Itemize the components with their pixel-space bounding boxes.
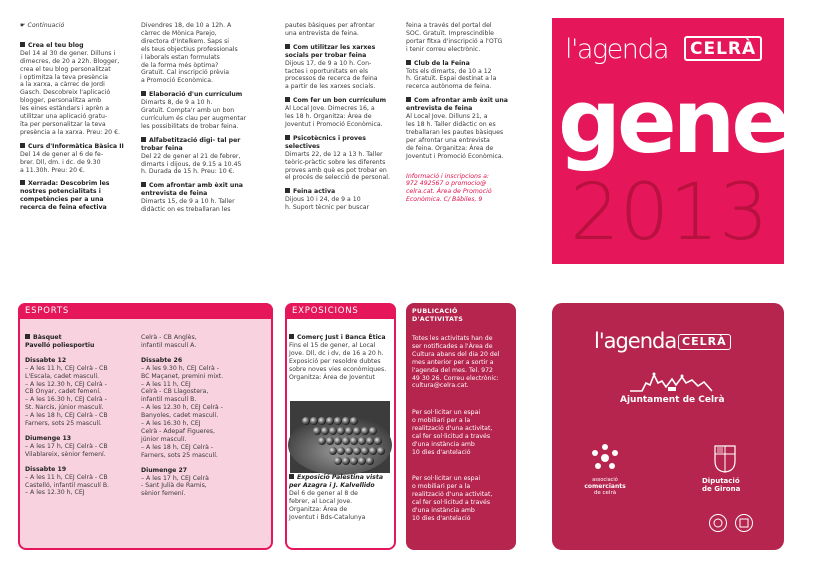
- sport-name: Bàsquet: [25, 334, 140, 342]
- associacio-line-3: de celrà: [593, 490, 617, 496]
- event-title: Psicotècnics i proves selectives: [285, 134, 366, 150]
- esports-header: [18, 303, 273, 319]
- event-title: Xerrada: Descobrim les nostres potencialitats i competències per a una recerca de feina efectiva: [20, 180, 110, 212]
- publicacio-text-3: Per sol·licitar un espai o mobiliari per a la realització d'una activitat, cal fer sol·licitud a través d'una instància amb 10 dies d'antelació: [412, 475, 493, 522]
- back-agenda-title: l'agenda: [594, 329, 677, 353]
- event-body: Dimarts 8, de 9 a 10 h. Gratuït. Compta'r amb un bon currículum és clau per augmentar les possibilitats de trobar feina.: [141, 99, 247, 130]
- continuation-label: ☛ Continuació: [20, 22, 65, 29]
- esports-right-days: [141, 334, 266, 498]
- bullet-square-icon: [20, 180, 25, 185]
- match-list: – A les 9.30 h, CEJ Celrà - BC Maçanet, premini mixt. – A les 11 h, CEJ Celrà - CB Llagostera, infantil masculí B. – A les 12.30 h, CEJ Celrà - Banyoles, cadet masculí. – A les 16.30 h, CEJ Celrà - Adepaf Figueres, júnior masculí. – A les 18 h, CEJ Celrà - Farners, sots 25 masculí.: [141, 364, 224, 459]
- event-body: Del 14 de gener al 6 de fe- brer. Dll, dm. i dc. de 9.30 a 11.30h. Preu: 20 €.: [20, 150, 104, 174]
- cover-panel: [552, 18, 826, 264]
- column-1: [20, 22, 130, 212]
- event-body: Dijous 10 i 24, de 9 a 10 h. Suport tècnic per buscar: [285, 196, 370, 212]
- event-title: Crea el teu blog: [20, 42, 130, 50]
- exposicions-header: [285, 303, 396, 319]
- ajuntament-skyline-icon: [628, 369, 714, 395]
- match-list: – A les 11 h, CEJ Celrà - CB Castelló, infantil masculí B. – A les 12.30 h, CEJ: [25, 473, 110, 497]
- expo-1-body: Fins el 15 de gener, al Local Jove. Dll, dc i dv, de 16 a 20 h. Exposició per resoldre dubtes sobre noves vies econòmiques. Organitza: Àrea de Joventut: [289, 341, 387, 381]
- event-body: Al Local Jove. Dimecres 16, a les 18 h. Organitza: Àrea de Joventut i Promoció Econòmica.: [285, 105, 383, 128]
- match-day: Diumenge 27: [141, 466, 188, 474]
- bullet-square-icon: [141, 91, 146, 96]
- cover-year: 2013: [570, 168, 769, 258]
- stamp-icon: [734, 513, 754, 533]
- associacio-line-1: associació: [592, 477, 618, 483]
- bullet-square-icon: [285, 44, 290, 49]
- exposicions-title: EXPOSICIONS: [292, 306, 359, 316]
- column-3-events: [285, 22, 395, 212]
- event-title: Alfabetització digi- tal per trobar feina: [141, 136, 241, 152]
- match-day: Diumenge 13: [25, 434, 72, 442]
- column-4: [406, 22, 526, 204]
- event-title: Elaboració d'un currículum: [141, 91, 261, 99]
- match-day: Dissabte 19: [25, 465, 67, 473]
- bullet-square-icon: [285, 97, 290, 102]
- bullet-square-icon: [406, 97, 411, 102]
- match-list: Celrà - CB Anglès, infantil masculí A.: [141, 334, 197, 349]
- publicacio-text-1: Totes les activitats han de ser notificades a l'Àrea de Cultura abans del dia 20 del mes anterior per a sortir a l'agenda del mes. Tel. 972 49 30 26. Correu electrònic: cultura@celra.cat.: [412, 335, 500, 390]
- event-title: Club de la Feina: [406, 60, 526, 68]
- event-title: Feina activa: [285, 188, 395, 196]
- column-2-events: [141, 22, 261, 214]
- event-body: feina a través del portal del SOC. Gratuït. Imprescindible portar fitxa d'inscripció a l'OTG i tenir correu electrònic.: [406, 22, 503, 53]
- match-list: – A les 11 h, CEJ Celrà - CB L'Escala, cadet masculí. – A les 12.30 h, CEJ Celrà - CB Onyar, cadet femení. – A les 16.30 h, CEJ Celrà - St. Narcís, júnior masculí. – A les 18 h, CEJ Celrà - CB Farners, sots 25 masculí.: [25, 364, 108, 428]
- bullet-square-icon: [141, 137, 146, 142]
- diputacio-line-1: Diputació: [702, 477, 740, 485]
- expo-1-title: Comerç Just i Banca Ètica: [289, 334, 393, 342]
- back-cover: [552, 303, 784, 550]
- esports-title: ESPORTS: [25, 306, 70, 316]
- column-2: [141, 22, 261, 214]
- event-body: Dimarts 22, de 12 a 13 h. Taller teòric-pràctic sobre les diferents proves amb què es pot trobar en el procés de selecció de personal.: [285, 150, 390, 182]
- event-body: Al Local Jove. Dilluns 21, a les 18 h. Taller didàctic on es treballaran les pautes bàsiques per afrontar una entrevista de feina. Organitza: Àrea de Joventut i Promoció Econòmica.: [406, 113, 504, 160]
- match-day: Dissabte 12: [25, 356, 67, 364]
- bullet-square-icon: [406, 60, 411, 65]
- event-body: Dimarts 15, de 9 a 10 h. Taller didàctic on es treballaran les: [141, 198, 235, 214]
- event-title: Com afrontar amb èxit una entrevista de feina: [406, 97, 508, 113]
- match-list: – A les 17 h, CEJ Celrà - Sant Julià de Ramis, sènior femení.: [141, 474, 209, 498]
- comerciants-star-icon: [590, 443, 620, 473]
- seal-icon: [708, 513, 728, 533]
- beads-photo: [290, 401, 390, 473]
- event-body: Divendres 18, de 10 a 12h. A càrrec de Mònica Parejo, directora d'Intelkem. Saps si els teus objectius professionals i laborals estan formulats de la forma més òptima? Gratuït. Cal inscripció prèvia a Promoció Econòmica.: [141, 22, 238, 85]
- bullet-square-icon: [285, 135, 290, 140]
- event-title: Com utilitzar les xarxes socials per trobar feina: [285, 43, 376, 59]
- event-body: Tots els dimarts, de 10 a 12 h. Gratuït. Espai destinat a la recerca autònoma de feina.: [406, 67, 497, 91]
- event-title: Com afrontar amb èxit una entrevista de feina: [141, 182, 243, 198]
- bullet-square-icon: [20, 42, 25, 47]
- publicacio-title: PUBLICACIÓ D'ACTIVITATS: [412, 308, 464, 323]
- expo-2-title: Exposició Palestina vista per Azagra i J. Kalvellido: [289, 474, 383, 489]
- publicacio-text-2: Per sol·licitar un espai o mobiliari per a la realització d'una activitat, cal fer sol·licitud a través d'una instància amb 10 dies d'antelació: [412, 409, 493, 456]
- event-body: Del 22 de gener al 21 de febrer, dimarts i dijous, de 9.15 a 10.45 h. Durada de 15 h. Preu: 10 €.: [141, 152, 242, 176]
- esports-right: [141, 334, 266, 498]
- cover-agenda-title: l'agenda: [565, 34, 669, 65]
- diputacio-shield-icon: [714, 445, 736, 473]
- match-list: – A les 17 h, CEJ Celrà - CB Vilablareix, sènior femení.: [25, 442, 108, 458]
- event-title: Curs d'Informàtica Bàsica II: [20, 143, 130, 151]
- cover-month: gener: [558, 70, 826, 173]
- expo-2-body: Del 6 de gener al 8 de febrer, al Local Jove. Organitza: Àrea de Joventut i Bds-Catalunya: [289, 489, 366, 521]
- esports-left-days: [25, 357, 140, 498]
- ajuntament-name: Ajuntament de Celrà: [620, 395, 725, 405]
- match-day: Dissabte 26: [141, 356, 183, 364]
- cover-celra-logo: CELRÀ: [684, 36, 762, 61]
- diputacio-line-2: de Girona: [702, 485, 741, 493]
- publicacio-panel: [406, 303, 516, 550]
- column-1-events: [20, 42, 130, 212]
- event-title: Com fer un bon currículum: [285, 97, 395, 105]
- info-note: Informació i inscripcions a: 972 492567 o promocio@ celra.cat. Àrea de Promoció Econòmica. C/ Bàbiles, 9: [406, 172, 492, 204]
- expo-item-2: [289, 474, 393, 521]
- expo-item-1: [289, 334, 393, 381]
- event-body: pautes bàsiques per afrontar una entrevista de feina.: [285, 22, 375, 37]
- associacio-line-2: comerciants: [584, 483, 626, 490]
- column-3: [285, 22, 395, 212]
- sport-venue: Pavelló poliesportiu: [25, 341, 95, 349]
- back-celra-logo: CELRÀ: [678, 334, 731, 350]
- bullet-square-icon: [141, 182, 146, 187]
- event-body: Dijous 17, de 9 a 10 h. Con- tactes i oportunitats en els processos de recerca de feina a partir de les xarxes socials.: [285, 59, 378, 91]
- bullet-square-icon: [20, 143, 25, 148]
- column-4-events: [406, 22, 526, 161]
- event-body: Del 14 al 30 de gener. Dilluns i dimecres, de 20 a 22h. Blogger, crea el teu blog personalitzat i optimitza la teva presència a la xarxa, a càrrec de Jordi Gasch. Descobreix l'aplicació blogger, personalitza amb les eines estàndars i aprèn a utilitzar una aplicació gratu- ïta per personalitzar la teva presència a la xarxa. Preu: 20 €.: [20, 49, 120, 136]
- esports-left: [25, 334, 140, 497]
- bullet-square-icon: [285, 188, 290, 193]
